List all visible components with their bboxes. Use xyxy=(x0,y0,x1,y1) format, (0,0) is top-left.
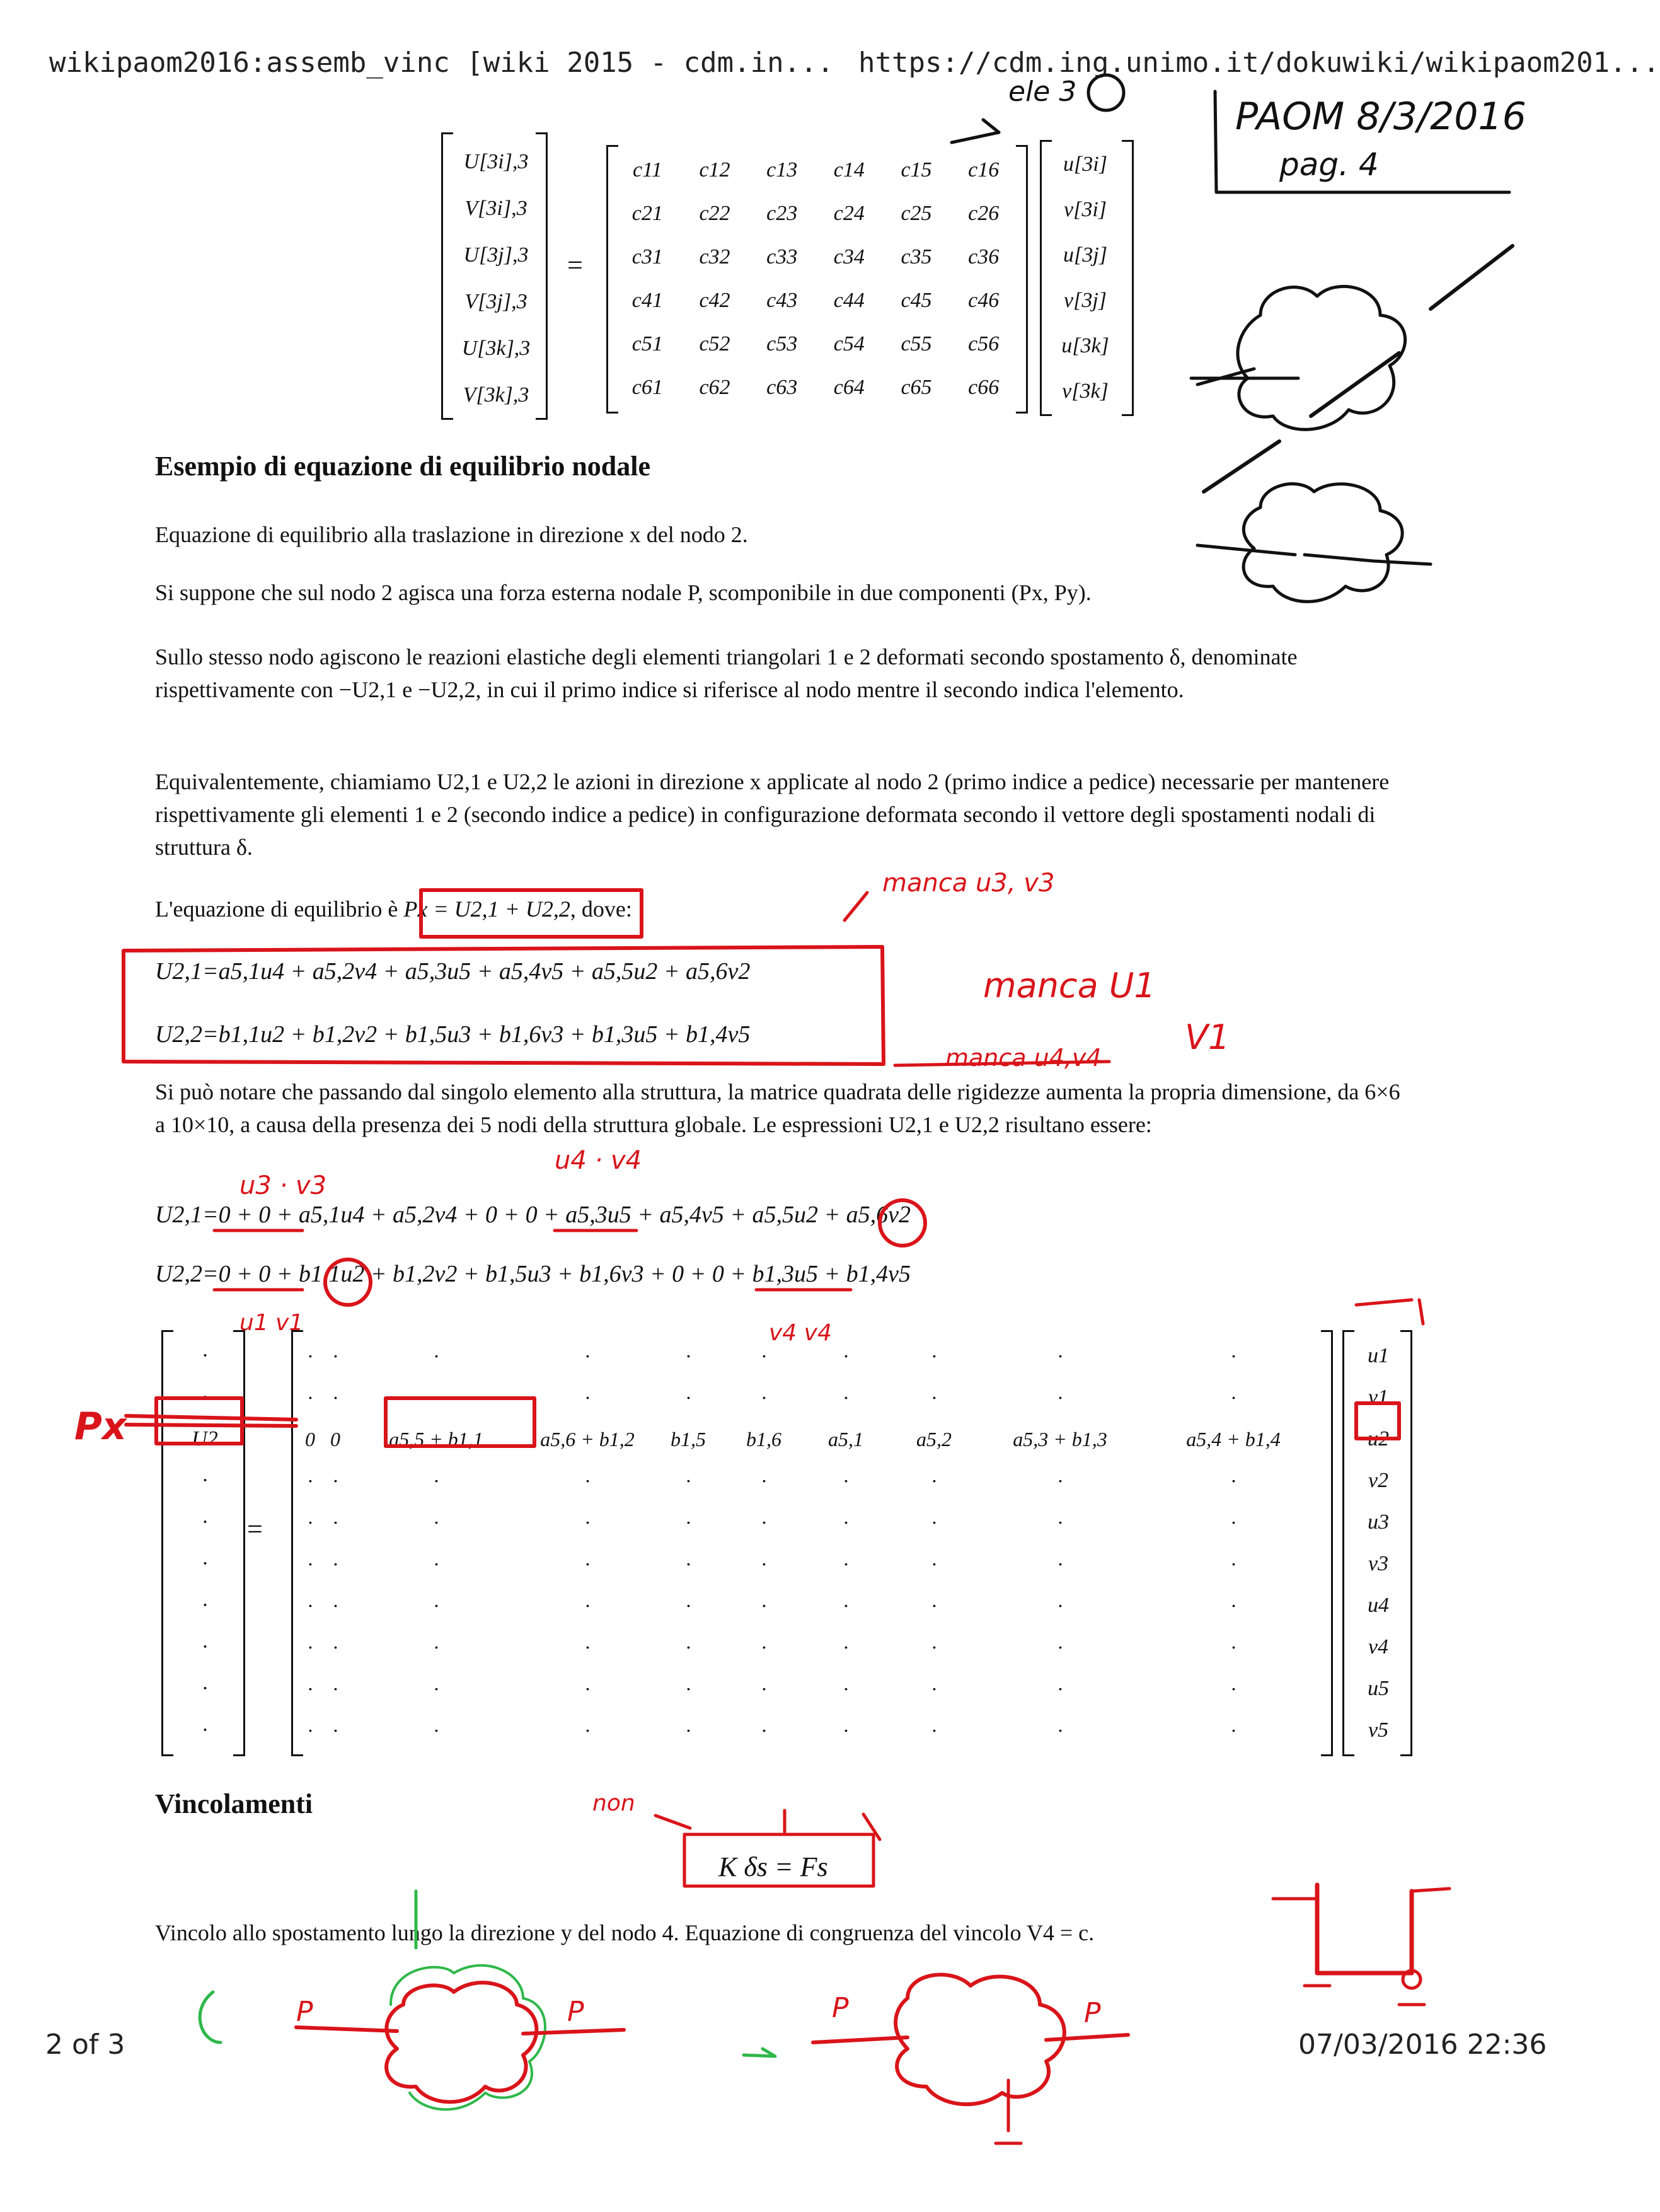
global-stiffness-dot: · xyxy=(333,1510,338,1534)
global-stiffness-dot: · xyxy=(931,1594,937,1617)
global-force-u2: U2 xyxy=(192,1427,218,1451)
global-stiffness-dot: · xyxy=(931,1718,937,1742)
stiffness-coefficient: c65 xyxy=(901,375,932,399)
stiffness-coefficient: c46 xyxy=(968,288,1000,312)
hw-page-ref: pag. 4 xyxy=(1279,146,1379,183)
stiffness-coefficient: c62 xyxy=(699,375,730,399)
global-stiffness-dot: · xyxy=(585,1510,590,1534)
displacement-entry: v[3i] xyxy=(1064,198,1107,221)
global-stiffness-dot: · xyxy=(308,1677,313,1700)
stiffness-coefficient: c63 xyxy=(766,375,798,399)
global-force-dot: · xyxy=(202,1552,208,1575)
equation-outro: , dove: xyxy=(570,896,632,922)
hw-v1: V1 xyxy=(1185,1017,1230,1057)
stiffness-coefficient: c51 xyxy=(631,332,663,356)
global-stiffness-dot: · xyxy=(333,1386,338,1409)
equation-px: Px = U2,1 + U2,2 xyxy=(403,896,570,922)
global-stiffness-dot: · xyxy=(843,1386,848,1409)
global-stiffness-dot: · xyxy=(843,1344,848,1367)
section-title-equilibrio: Esempio di equazione di equilibrio nodale xyxy=(155,451,651,482)
equations-box xyxy=(124,947,884,1064)
global-stiffness-dot: · xyxy=(686,1386,691,1409)
global-stiffness-dot: · xyxy=(843,1594,848,1617)
global-stiffness-dot: · xyxy=(761,1594,766,1617)
force-vector-entry: U[3k],3 xyxy=(461,337,531,360)
global-stiffness-coefficient: a5,4 + b1,4 xyxy=(1186,1427,1281,1451)
global-stiffness-dot: · xyxy=(308,1469,313,1492)
equation-u22: U2,2=b1,1u2 + b1,2v2 + b1,5u3 + b1,6v3 + b1,3u5 + b1,4v5 xyxy=(155,1021,751,1048)
global-stiffness-dot: · xyxy=(843,1718,848,1742)
frame-structure-sketch xyxy=(1317,1885,1412,1973)
stiffness-coefficient: c45 xyxy=(901,288,932,312)
global-stiffness-dot: · xyxy=(931,1552,937,1575)
global-stiffness-dot: · xyxy=(308,1344,313,1367)
force-vector-entry: U[3j],3 xyxy=(463,243,529,267)
global-stiffness-dot: · xyxy=(1058,1469,1063,1492)
global-stiffness-dot: · xyxy=(585,1677,590,1700)
global-stiffness-dot: · xyxy=(585,1469,590,1492)
paragraph-vincolo: Vincolo allo spostamento lungo la direzione y del nodo 4. Equazione di congruenza del vincolo V4 = c. xyxy=(155,1920,1095,1945)
global-stiffness-dot: · xyxy=(761,1552,766,1575)
global-stiffness-dot: · xyxy=(585,1344,590,1367)
title-box-frame xyxy=(1215,91,1509,192)
ele-circle xyxy=(1088,75,1124,110)
page-number: 2 of 3 xyxy=(45,2029,125,2061)
equation-u21: U2,1=a5,1u4 + a5,2v4 + a5,3u5 + a5,4v5 + a5,5u2 + a5,6v2 xyxy=(155,958,751,985)
global-stiffness-dot: · xyxy=(434,1718,439,1742)
equation-u21-expanded: U2,1=0 + 0 + a5,1u4 + a5,2v4 + 0 + 0 + a5,3u5 + a5,4v5 + a5,5u2 + a5,6v2 xyxy=(155,1202,911,1228)
stiffness-coefficient: c53 xyxy=(766,332,798,356)
hw-paom-date: PAOM 8/3/2016 xyxy=(1235,95,1526,139)
global-stiffness-dot: · xyxy=(931,1677,937,1700)
stiffness-coefficient: c25 xyxy=(901,201,932,225)
stiffness-coefficient: c64 xyxy=(833,375,865,399)
stiffness-coefficient: c23 xyxy=(766,201,798,225)
stiffness-coefficient: c36 xyxy=(968,245,1000,269)
global-stiffness-dot: · xyxy=(333,1718,338,1742)
equals-sign: = xyxy=(567,250,583,281)
stiffness-coefficient: c52 xyxy=(699,332,730,356)
hw-u3-v3: u3 · v3 xyxy=(239,1171,327,1200)
global-stiffness-dot: · xyxy=(843,1552,848,1575)
stiffness-coefficient: c43 xyxy=(766,288,798,312)
global-stiffness-dot: · xyxy=(761,1469,766,1492)
global-stiffness-coefficient: a5,6 + b1,2 xyxy=(540,1427,635,1451)
global-force-dot: · xyxy=(202,1344,208,1367)
hw-manca-u1: manca U1 xyxy=(983,966,1156,1005)
global-stiffness-coefficient: 0 xyxy=(305,1427,315,1451)
force-vector-entry: U[3i],3 xyxy=(463,150,529,173)
hw-manca-u3v3: manca u3, v3 xyxy=(882,869,1055,898)
global-displacement-entry: u5 xyxy=(1368,1677,1389,1700)
stiffness-coefficient: c41 xyxy=(631,288,663,312)
stiffness-coefficient: c61 xyxy=(631,375,663,399)
global-stiffness-coefficient: 0 xyxy=(330,1427,340,1451)
stiffness-coefficient: c21 xyxy=(631,201,663,225)
stiffness-coefficient: c26 xyxy=(968,201,1000,225)
constrained-system-formula: K δs = Fs xyxy=(718,1851,828,1882)
stiffness-coefficient: c11 xyxy=(633,158,662,182)
cloud-red-bottom-middle xyxy=(896,1975,1064,2105)
page-url: https://cdm.ing.unimo.it/dokuwiki/wikipaom201... xyxy=(858,47,1660,79)
stiffness-coefficient: c35 xyxy=(901,245,932,269)
global-stiffness-dot: · xyxy=(686,1469,691,1492)
global-stiffness-dot: · xyxy=(931,1510,937,1534)
stiffness-coefficient: c13 xyxy=(766,158,798,182)
global-stiffness-dot: · xyxy=(1231,1510,1236,1534)
stiffness-coefficient: c31 xyxy=(631,245,663,269)
hw-v4-v4: v4 v4 xyxy=(769,1320,832,1346)
global-stiffness-dot: · xyxy=(1231,1594,1236,1617)
global-stiffness-dot: · xyxy=(308,1594,313,1617)
global-stiffness-dot: · xyxy=(308,1552,313,1575)
global-stiffness-dot: · xyxy=(1058,1386,1063,1409)
hw-u1-v1: u1 v1 xyxy=(239,1310,304,1336)
global-stiffness-dot: · xyxy=(333,1469,338,1492)
browser-tab-title: wikipaom2016:assemb_vinc [wiki 2015 - cdm.in... xyxy=(49,47,834,79)
paragraph-azioni: Equivalentemente, chiamiamo U2,1 e U2,2 le azioni in direzione x applicate al nodo 2 (primo indice a pedice) necessarie per mantenere rispettivamente gli elementi 1 e 2 (secondo indice a pedice) in configurazione deformata secondo il vettore degli spostamenti nodali di struttura δ. xyxy=(155,769,1390,860)
force-vector-entry: V[3j],3 xyxy=(464,290,527,313)
equation-u22-expanded: U2,2=0 + 0 + b1,1u2 + b1,2v2 + b1,5u3 + b1,6v3 + 0 + 0 + b1,3u5 + b1,4v5 xyxy=(155,1261,911,1287)
global-force-dot: · xyxy=(202,1594,208,1617)
hw-ele-3: ele 3 xyxy=(1008,76,1077,108)
global-stiffness-dot: · xyxy=(585,1386,590,1409)
global-displacement-entry: v3 xyxy=(1368,1552,1389,1575)
global-displacement-entry: u2 xyxy=(1368,1427,1389,1451)
stiffness-coefficient: c34 xyxy=(833,245,865,269)
global-stiffness-dot: · xyxy=(308,1510,313,1534)
force-vector-entry: V[3i],3 xyxy=(464,197,527,220)
global-stiffness-dot: · xyxy=(434,1386,439,1409)
formula-box xyxy=(684,1834,873,1886)
displacement-entry: v[3j] xyxy=(1064,289,1107,312)
global-stiffness-dot: · xyxy=(585,1718,590,1742)
global-stiffness-dot: · xyxy=(686,1510,691,1534)
displacement-entry: v[3k] xyxy=(1062,379,1109,403)
circle-b11 xyxy=(325,1259,371,1305)
stiffness-coefficient: c33 xyxy=(766,245,798,269)
global-stiffness-dot: · xyxy=(1231,1344,1236,1367)
global-stiffness-coefficient: b1,6 xyxy=(746,1427,781,1451)
displacement-entry: u[3k] xyxy=(1061,334,1109,357)
global-stiffness-dot: · xyxy=(761,1718,766,1742)
global-force-dot: · xyxy=(202,1718,208,1742)
global-stiffness-dot: · xyxy=(761,1386,766,1409)
global-stiffness-dot: · xyxy=(333,1635,338,1659)
global-stiffness-dot: · xyxy=(1231,1677,1236,1700)
global-displacement-entry: u1 xyxy=(1368,1344,1389,1367)
stiffness-coefficient: c22 xyxy=(699,201,730,225)
global-stiffness-dot: · xyxy=(1058,1594,1063,1617)
section-title-vincolamenti: Vincolamenti xyxy=(155,1788,313,1819)
global-stiffness-coefficient: b1,5 xyxy=(671,1427,706,1451)
stiffness-coefficient: c14 xyxy=(833,158,865,182)
hw-p-bottom-right: P xyxy=(1084,1997,1101,2029)
global-stiffness-coefficient: a5,3 + b1,3 xyxy=(1013,1427,1107,1451)
global-stiffness-dot: · xyxy=(761,1344,766,1367)
displacement-entry: u[3i] xyxy=(1063,153,1107,176)
a55-b11-box xyxy=(386,1398,534,1446)
u2-lhs-box xyxy=(156,1398,242,1444)
global-stiffness-dot: · xyxy=(333,1552,338,1575)
global-stiffness-dot: · xyxy=(686,1718,691,1742)
global-stiffness-dot: · xyxy=(761,1677,766,1700)
stiffness-coefficient: c56 xyxy=(968,332,1000,356)
global-stiffness-dot: · xyxy=(686,1635,691,1659)
paragraph-equilibrio: Equazione di equilibrio alla traslazione in direzione x del nodo 2. xyxy=(155,522,748,547)
hw-p-left: P xyxy=(296,1996,313,2028)
global-force-dot: · xyxy=(202,1386,208,1409)
global-displacement-entry: v2 xyxy=(1368,1469,1389,1492)
stiffness-coefficient: c32 xyxy=(699,245,730,269)
hw-p-bottom-left: P xyxy=(832,1992,849,2024)
global-stiffness-dot: · xyxy=(931,1469,937,1492)
global-stiffness-dot: · xyxy=(1058,1510,1063,1534)
global-stiffness-dot: · xyxy=(434,1635,439,1659)
global-stiffness-dot: · xyxy=(1058,1344,1063,1367)
global-stiffness-dot: · xyxy=(434,1677,439,1700)
global-displacement-entry: v4 xyxy=(1368,1635,1389,1659)
equation-intro: L'equazione di equilibrio è xyxy=(155,896,404,922)
stiffness-coefficient: c16 xyxy=(968,158,1000,182)
stiffness-coefficient: c55 xyxy=(901,332,932,356)
displacement-entry: u[3j] xyxy=(1063,243,1107,267)
global-force-dot: · xyxy=(202,1635,208,1659)
px-equation-box xyxy=(421,890,642,937)
cloud-red-bottom-left xyxy=(386,1983,536,2102)
global-force-dot: · xyxy=(202,1677,208,1700)
global-stiffness-coefficient: a5,1 xyxy=(828,1427,863,1451)
paragraph-forza-esterna: Si suppone che sul nodo 2 agisca una forza esterna nodale P, scomponibile in due componenti (Px, Py). xyxy=(155,580,1092,605)
global-stiffness-dot: · xyxy=(761,1510,766,1534)
global-stiffness-dot: · xyxy=(585,1552,590,1575)
global-stiffness-dot: · xyxy=(1058,1635,1063,1659)
global-stiffness-dot: · xyxy=(333,1677,338,1700)
stiffness-coefficient: c15 xyxy=(901,158,932,182)
global-stiffness-dot: · xyxy=(843,1510,848,1534)
hw-u4-v4: u4 · v4 xyxy=(555,1146,642,1175)
global-stiffness-dot: · xyxy=(308,1718,313,1742)
global-stiffness-dot: · xyxy=(333,1344,338,1367)
global-stiffness-dot: · xyxy=(434,1594,439,1617)
stiffness-coefficient: c12 xyxy=(699,158,730,182)
hw-px: Px xyxy=(74,1404,127,1449)
global-stiffness-dot: · xyxy=(843,1635,848,1659)
global-displacement-entry: v1 xyxy=(1368,1386,1389,1409)
stiffness-coefficient: c42 xyxy=(699,288,730,312)
stiffness-coefficient: c24 xyxy=(833,201,865,225)
global-stiffness-dot: · xyxy=(434,1344,439,1367)
paragraph-reazioni: Sullo stesso nodo agiscono le reazioni elastiche degli elementi triangolari 1 e 2 deformati secondo spostamento δ, denominate rispettivamente con −U2,1 e −U2,2, in cui il primo indice si riferisce al nodo mentre il secondo indica l'elemento. xyxy=(155,644,1298,703)
global-stiffness-dot: · xyxy=(333,1594,338,1617)
global-stiffness-dot: · xyxy=(931,1344,937,1367)
print-datetime: 07/03/2016 22:36 xyxy=(1298,2029,1547,2061)
global-stiffness-dot: · xyxy=(843,1677,848,1700)
u2-rhs-box xyxy=(1356,1403,1399,1439)
global-stiffness-dot: · xyxy=(761,1635,766,1659)
global-stiffness-dot: · xyxy=(931,1635,937,1659)
global-stiffness-coefficient: a5,5 + b1,1 xyxy=(389,1427,483,1451)
stiffness-coefficient: c44 xyxy=(833,288,865,312)
force-vector-entry: V[3k],3 xyxy=(463,383,529,407)
global-stiffness-dot: · xyxy=(843,1469,848,1492)
global-stiffness-dot: · xyxy=(434,1469,439,1492)
hw-p-right: P xyxy=(567,1996,584,2028)
global-stiffness-dot: · xyxy=(308,1635,313,1659)
global-force-dot: · xyxy=(202,1510,208,1534)
global-stiffness-dot: · xyxy=(1058,1718,1063,1742)
global-stiffness-dot: · xyxy=(686,1552,691,1575)
stiffness-coefficient: c54 xyxy=(833,332,865,356)
global-stiffness-dot: · xyxy=(434,1510,439,1534)
global-stiffness-dot: · xyxy=(1058,1552,1063,1575)
global-stiffness-dot: · xyxy=(1231,1386,1236,1409)
global-stiffness-dot: · xyxy=(1058,1677,1063,1700)
global-stiffness-dot: · xyxy=(585,1635,590,1659)
global-stiffness-dot: · xyxy=(686,1594,691,1617)
global-stiffness-dot: · xyxy=(1231,1635,1236,1659)
equals-sign-global: = xyxy=(247,1514,263,1544)
global-displacement-entry: u4 xyxy=(1368,1594,1389,1617)
global-stiffness-coefficient: a5,2 xyxy=(916,1427,952,1451)
circle-a55 xyxy=(880,1200,925,1246)
global-stiffness-dot: · xyxy=(1231,1552,1236,1575)
hw-non: non xyxy=(592,1790,635,1816)
global-displacement-entry: v5 xyxy=(1368,1718,1389,1742)
global-stiffness-dot: · xyxy=(1231,1718,1236,1742)
cloud-element-sketch-2 xyxy=(1243,484,1402,602)
global-displacement-entry: u3 xyxy=(1368,1510,1389,1534)
global-force-dot: · xyxy=(202,1469,208,1492)
paragraph-assemblaggio: Si può notare che passando dal singolo elemento alla struttura, la matrice quadrata delle rigidezze aumenta la propria dimensione, da 6×6 a 10×10, a causa della presenza dei 5 nodi della struttura globale. Le espressioni U2,1 e U2,2 risultano essere: xyxy=(155,1079,1400,1138)
stiffness-coefficient: c66 xyxy=(968,375,1000,399)
global-stiffness-dot: · xyxy=(308,1386,313,1409)
global-stiffness-dot: · xyxy=(686,1344,691,1367)
global-stiffness-dot: · xyxy=(686,1677,691,1700)
hw-manca-u4v4: manca u4,v4 xyxy=(945,1044,1102,1072)
global-stiffness-dot: · xyxy=(434,1552,439,1575)
global-stiffness-dot: · xyxy=(1231,1469,1236,1492)
global-stiffness-dot: · xyxy=(585,1594,590,1617)
global-stiffness-dot: · xyxy=(931,1386,937,1409)
